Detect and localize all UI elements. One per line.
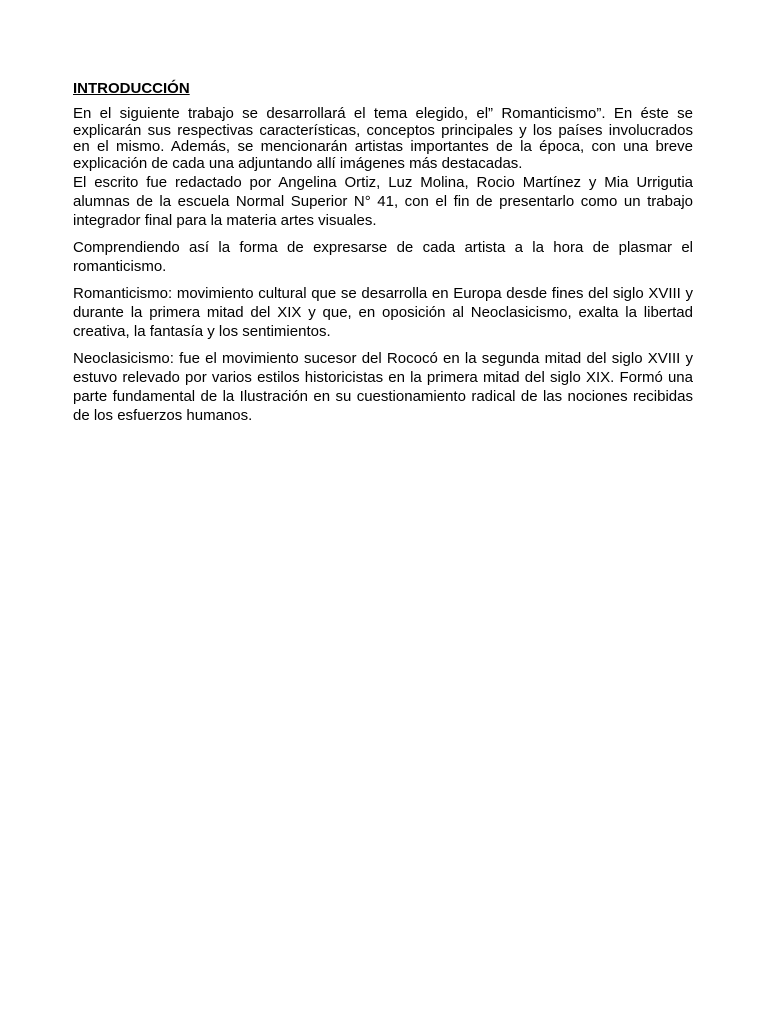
intro-paragraph: En el siguiente trabajo se desarrollará el tema elegido, el” Romanticismo”. En éste se explicarán sus respectivas características, conceptos principales y los países involucrados en el mismo. Además, se mencionarán artistas importantes de la época, con una breve explicación de cada una adjuntando allí imágenes más destacadas. xyxy=(73,105,693,172)
neoclasicismo-definition: Neoclasicismo: fue el movimiento sucesor del Rococó en la segunda mitad del siglo XVIII y estuvo relevado por varios estilos historicistas en la primera mitad del siglo XIX. Formó una parte fundamental de la Ilustración en su cuestionamiento radical de las nociones recibidas de los esfuerzos humanos. xyxy=(73,350,693,424)
authors-paragraph: El escrito fue redactado por Angelina Ortiz, Luz Molina, Rocio Martínez y Mia Urrigutia alumnas de la escuela Normal Superior N° 41, con el fin de presentarlo como un trabajo integrador final para la materia artes visuales. xyxy=(73,174,693,229)
romanticismo-definition: Romanticismo: movimiento cultural que se desarrolla en Europa desde fines del siglo XVIII y durante la primera mitad del XIX y que, en oposición al Neoclasicismo, exalta la libertad creativa, la fantasía y los sentimientos. xyxy=(73,285,693,340)
purpose-paragraph: Comprendiendo así la forma de expresarse de cada artista a la hora de plasmar el romanticismo. xyxy=(73,239,693,275)
document-page xyxy=(73,80,693,425)
section-heading: INTRODUCCIÓN xyxy=(73,80,190,97)
